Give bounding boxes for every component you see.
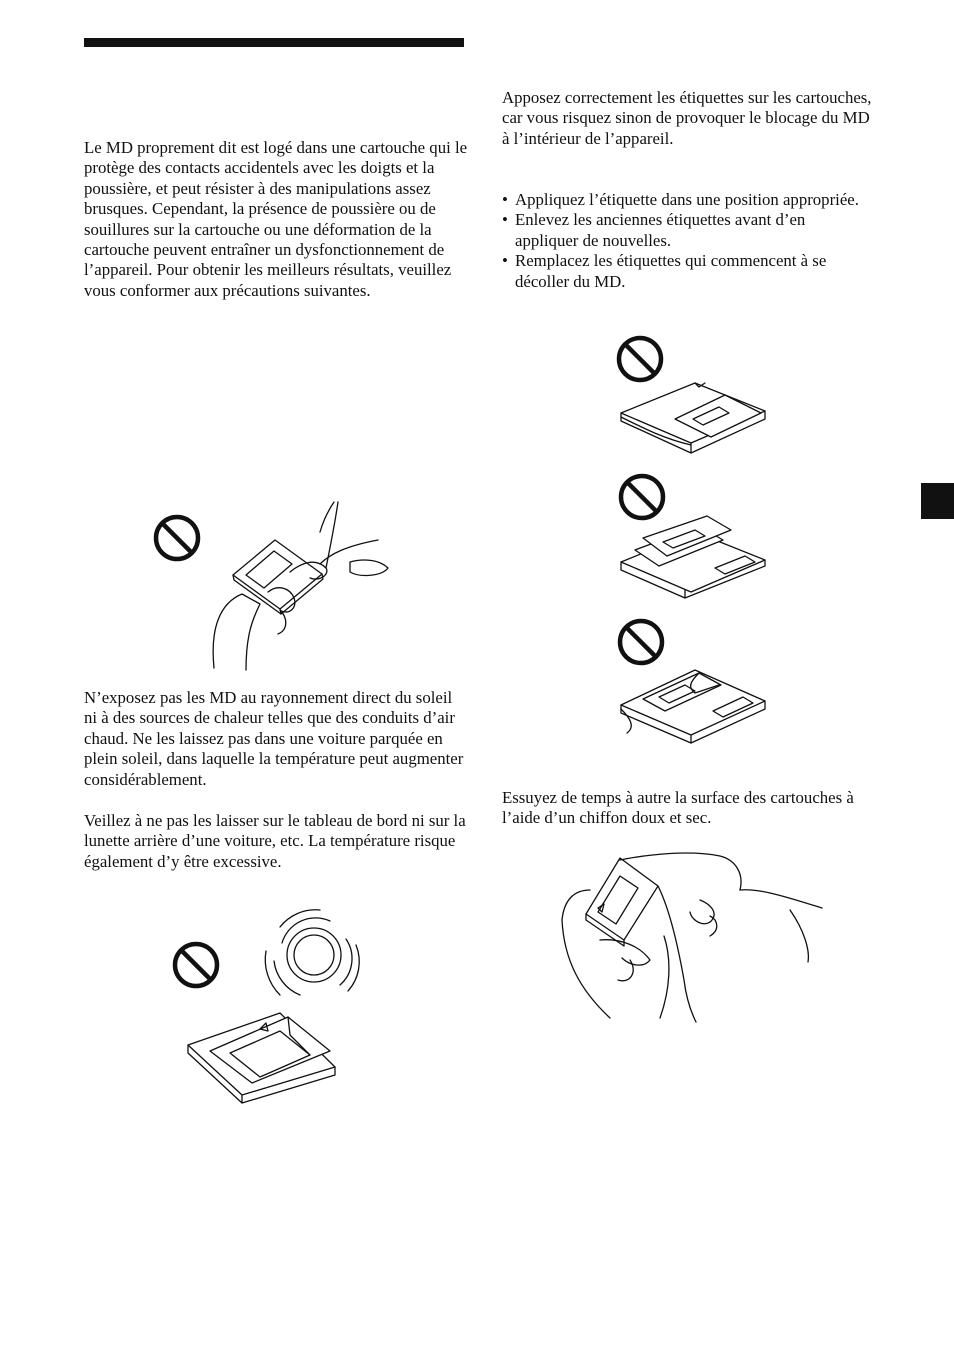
sunlight-paragraph: N’exposez pas les MD au rayonnement direct du soleil ni à des sources de chaleur telles que des conduits d’air chaud. Ne les laissez pas dans une voiture parquée en plein soleil, dans laquelle la température peut augmenter considérablement. [84, 688, 464, 789]
sun-icon [265, 910, 359, 995]
page-edge-tab [921, 483, 954, 519]
hands-with-cloth [562, 853, 822, 1022]
illustration-label-stacked [615, 470, 775, 600]
cleaning-paragraph: Essuyez de temps à autre la surface des cartouches à l’aide d’un chiffon doux et sec. [502, 788, 854, 828]
illustration-label-peeling [615, 615, 775, 745]
prohibition-icon [619, 338, 661, 380]
illustration-wiping-cartridge [560, 850, 825, 1022]
md-cartridges-stack [188, 1013, 335, 1103]
md-cartridge-in-hand [213, 502, 388, 670]
list-item: • Remplacez les étiquettes qui commencent à se décoller du MD. [502, 251, 872, 292]
prohibition-icon [620, 621, 662, 663]
md-cartridge [586, 858, 658, 946]
list-item: • Enlevez les anciennes étiquettes avant d’en appliquer de nouvelles. [502, 210, 872, 251]
list-item: • Appliquez l’étiquette dans une position appropriée. [502, 190, 872, 210]
labels-bullet-list [502, 190, 872, 292]
illustration-no-sunlight [170, 905, 390, 1105]
prohibition-icon [621, 476, 663, 518]
labels-intro-paragraph: Apposez correctement les étiquettes sur les cartouches, car vous risquez sinon de provoquer le blocage du MD à l’intérieur de l’appareil. [502, 88, 872, 148]
prohibition-icon [156, 517, 198, 559]
dashboard-paragraph: Veillez à ne pas les laisser sur le tableau de bord ni sur la lunette arrière d’une voiture, etc. La température risque également d’y être excessive. [84, 811, 466, 871]
illustration-no-touching-shutter [150, 498, 400, 673]
intro-paragraph: Le MD proprement dit est logé dans une cartouche qui le protège des contacts accidentels avec les doigts et la poussière, et peut résister à des manipulations assez brusques. Cependant, la présence de poussière ou de souillures sur la cartouche ou une déformation de la cartouche peuvent entraîner un dysfonctionnement de l’appareil. Pour obtenir les meilleurs résultats, veuillez vous conformer aux précautions suivantes. [84, 138, 468, 300]
section-header-rule [84, 38, 464, 47]
prohibition-icon [175, 944, 217, 986]
illustration-label-misplaced [615, 333, 775, 458]
